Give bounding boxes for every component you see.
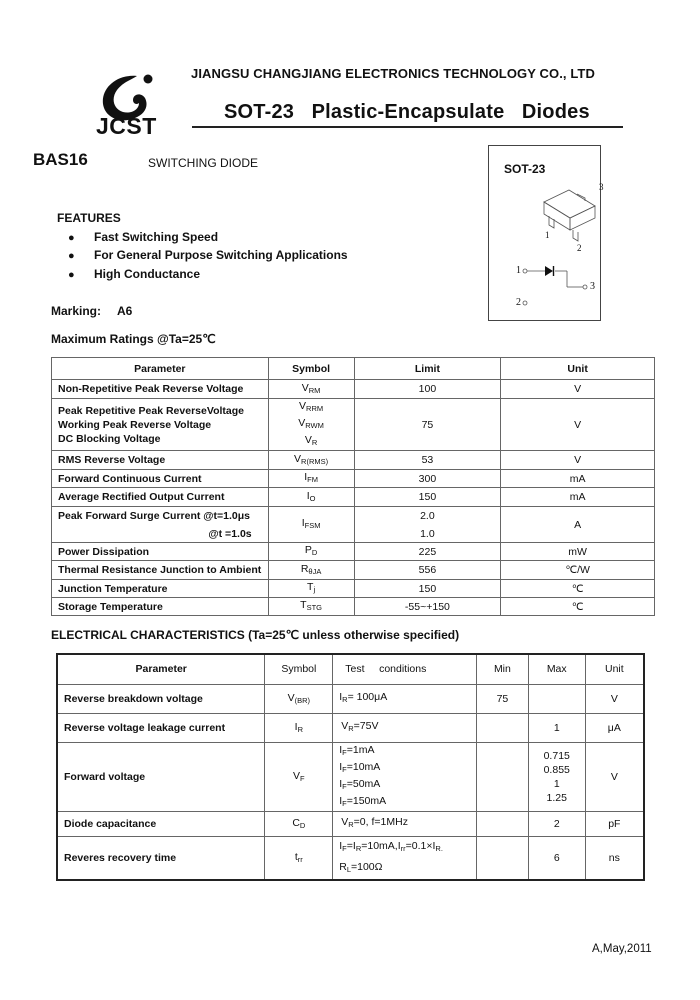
limit-cell bbox=[354, 543, 501, 561]
parameter-text: Forward Continuous Current bbox=[58, 472, 202, 485]
symbol-line bbox=[275, 399, 348, 416]
symbol bbox=[339, 840, 347, 852]
symbol-line bbox=[275, 562, 348, 579]
symbol-cell bbox=[268, 507, 354, 543]
parameter-cell bbox=[52, 488, 269, 507]
bullet-icon: ● bbox=[68, 250, 75, 262]
unit-cell: mW bbox=[501, 543, 655, 561]
symbol-base: I bbox=[339, 691, 343, 703]
feature-item bbox=[68, 248, 348, 262]
condition-line bbox=[339, 794, 470, 811]
table-header-row bbox=[52, 358, 655, 380]
table-row bbox=[57, 836, 644, 880]
parameter-text: Power Dissipation bbox=[58, 545, 150, 558]
revision-date: A,May,2011 bbox=[592, 943, 652, 955]
parameter-cell bbox=[52, 580, 269, 598]
symbol-subscript: R. bbox=[435, 843, 443, 853]
max-value: 0.855 bbox=[543, 763, 570, 776]
symbol-subscript: R bbox=[348, 820, 354, 829]
parameter-text: @t =1.0s bbox=[208, 527, 252, 540]
feature-item bbox=[68, 230, 218, 244]
column-header: Unit bbox=[501, 358, 655, 380]
symbol-base: V bbox=[341, 816, 349, 828]
symbol-line bbox=[275, 433, 348, 450]
symbol bbox=[302, 382, 321, 394]
symbol-base: V bbox=[341, 720, 349, 732]
symbol-subscript: F bbox=[342, 843, 347, 853]
feature-text: For General Purpose Switching Applications bbox=[94, 248, 348, 262]
limit-value: 150 bbox=[418, 491, 437, 503]
table-row bbox=[57, 713, 644, 742]
parameter-text: Storage Temperature bbox=[58, 600, 163, 613]
limit-value: 225 bbox=[418, 545, 437, 558]
condition-line bbox=[339, 743, 470, 760]
symbol-subscript: F bbox=[342, 798, 347, 808]
column-header: Symbol bbox=[265, 654, 333, 684]
symbol-base: V bbox=[299, 400, 307, 412]
parameter-cell bbox=[52, 399, 269, 451]
max-value: 2 bbox=[553, 817, 560, 830]
min-cell bbox=[477, 811, 529, 836]
company-name: JIANGSU CHANGJIANG ELECTRONICS TECHNOLOGY CO., LTD bbox=[191, 66, 595, 81]
symbol-base: I bbox=[304, 471, 308, 483]
symbol-base: I bbox=[339, 777, 343, 790]
part-description: SWITCHING DIODE bbox=[148, 156, 258, 170]
symbol-base: V bbox=[287, 692, 295, 704]
max-cell bbox=[528, 836, 585, 880]
unit-cell: V bbox=[501, 380, 655, 399]
column-header: Limit bbox=[354, 358, 501, 380]
symbol-cell bbox=[268, 488, 354, 507]
unit-cell: mA bbox=[501, 488, 655, 507]
symbol bbox=[341, 720, 353, 732]
symbol-subscript: STG bbox=[306, 603, 322, 612]
symbol-subscript: L bbox=[346, 864, 351, 874]
pin-label: 2 bbox=[516, 297, 521, 308]
limit-value: 556 bbox=[418, 564, 437, 576]
limit-value: -55~+150 bbox=[404, 600, 450, 613]
symbol bbox=[295, 851, 303, 863]
limit-cell bbox=[354, 470, 501, 488]
symbol-base: I bbox=[301, 517, 305, 529]
conditions-cell bbox=[333, 811, 477, 836]
condition-text: =10mA,I bbox=[361, 839, 401, 852]
column-header: Unit bbox=[585, 654, 644, 684]
min-cell bbox=[477, 836, 529, 880]
symbol-subscript: rr bbox=[400, 843, 406, 853]
symbol bbox=[299, 400, 323, 412]
symbol-line bbox=[275, 381, 348, 398]
symbol-cell bbox=[265, 684, 333, 713]
feature-item bbox=[68, 267, 200, 281]
parameter-text: DC Blocking Voltage bbox=[58, 432, 161, 445]
condition-line bbox=[339, 777, 470, 794]
max-value: 6 bbox=[553, 851, 560, 864]
pin-label: 2 bbox=[577, 243, 582, 253]
max-ratings-heading: Maximum Ratings @Ta=25℃ bbox=[51, 332, 216, 346]
parameter-text: Average Rectified Output Current bbox=[58, 491, 225, 503]
limit-cell bbox=[354, 488, 501, 507]
limit-value: 2.0 bbox=[420, 509, 435, 522]
symbol-line bbox=[275, 416, 348, 433]
symbol-cell bbox=[268, 380, 354, 399]
limit-cell bbox=[354, 598, 501, 616]
max-cell bbox=[528, 811, 585, 836]
table-row bbox=[52, 399, 655, 451]
unit-cell: μA bbox=[585, 713, 644, 742]
limit-value: 150 bbox=[418, 582, 437, 595]
max-cell bbox=[528, 684, 585, 713]
parameter-text: Peak Repetitive Peak ReverseVoltage bbox=[58, 404, 244, 417]
condition-line bbox=[339, 719, 470, 736]
column-header bbox=[333, 654, 477, 684]
parameter-cell bbox=[52, 451, 269, 470]
symbol-subscript: θJA bbox=[308, 566, 322, 576]
condition-text: = 100μA bbox=[347, 691, 388, 703]
parameter-text: Non-Repetitive Peak Reverse Voltage bbox=[58, 383, 244, 395]
parameter-cell: Reverse voltage leakage current bbox=[57, 713, 265, 742]
symbol-subscript: R(RMS) bbox=[301, 456, 329, 466]
limit-value: 100 bbox=[418, 383, 437, 395]
symbol bbox=[295, 721, 303, 733]
symbol bbox=[305, 434, 317, 446]
limit-value: 300 bbox=[418, 472, 437, 485]
max-value: 1.25 bbox=[546, 791, 567, 804]
parameter-text: Junction Temperature bbox=[58, 582, 168, 595]
symbol bbox=[293, 770, 305, 782]
condition-text: =75V bbox=[353, 720, 379, 732]
symbol-base: V bbox=[293, 770, 301, 782]
electrical-characteristics-heading: ELECTRICAL CHARACTERISTICS (Ta=25℃ unless otherwise specified) bbox=[51, 628, 460, 642]
symbol-subscript: RWM bbox=[305, 421, 324, 430]
parameter-cell bbox=[52, 470, 269, 488]
parameter-text: Thermal Resistance Junction to Ambient bbox=[58, 564, 262, 576]
symbol bbox=[300, 599, 322, 611]
features-heading: FEATURES bbox=[57, 211, 121, 225]
symbol bbox=[339, 778, 347, 790]
parameter-text: Peak Forward Surge Current @t=1.0μs bbox=[58, 509, 251, 522]
limit-cell bbox=[354, 380, 501, 399]
feature-text: Fast Switching Speed bbox=[94, 230, 219, 244]
unit-cell: ns bbox=[585, 836, 644, 880]
conditions-cell bbox=[333, 742, 477, 811]
symbol-base: I bbox=[294, 721, 298, 733]
symbol-cell bbox=[265, 811, 333, 836]
title-underline bbox=[192, 126, 623, 128]
max-ratings-table bbox=[51, 357, 655, 616]
unit-cell: pF bbox=[585, 811, 644, 836]
parameter-cell bbox=[52, 543, 269, 561]
condition-line bbox=[339, 837, 470, 858]
symbol-cell bbox=[265, 836, 333, 880]
package-diagram bbox=[488, 145, 604, 321]
symbol-cell bbox=[268, 451, 354, 470]
bullet-icon: ● bbox=[68, 232, 75, 244]
symbol bbox=[294, 453, 328, 465]
unit-cell: ℃/W bbox=[501, 561, 655, 580]
condition-text: =0.1×I bbox=[405, 839, 436, 852]
condition-text: =50mA bbox=[346, 777, 381, 790]
symbol-base: V bbox=[294, 452, 302, 465]
table-row bbox=[52, 598, 655, 616]
max-cell bbox=[528, 742, 585, 811]
unit-cell: V bbox=[585, 684, 644, 713]
table-row bbox=[52, 380, 655, 399]
unit-cell: ℃ bbox=[501, 580, 655, 598]
max-cell bbox=[528, 713, 585, 742]
symbol-cell bbox=[268, 470, 354, 488]
table-row bbox=[52, 470, 655, 488]
feature-text: High Conductance bbox=[94, 267, 201, 281]
condition-text: =10mA bbox=[346, 760, 381, 773]
document-title-text: SOT-23 Plastic-Encapsulate Diodes bbox=[224, 101, 590, 123]
symbol-subscript: F bbox=[342, 747, 347, 757]
condition-line bbox=[339, 690, 470, 707]
parameter-cell bbox=[52, 561, 269, 580]
electrical-characteristics-table bbox=[56, 653, 645, 881]
limit-cell bbox=[354, 580, 501, 598]
symbol-subscript: FSM bbox=[304, 521, 321, 530]
limit-value: 75 bbox=[421, 418, 434, 431]
symbol-subscript: j bbox=[313, 585, 316, 594]
symbol-cell bbox=[268, 598, 354, 616]
symbol bbox=[339, 761, 347, 773]
symbol bbox=[435, 840, 443, 852]
pin-label: 1 bbox=[516, 265, 521, 276]
limit-cell bbox=[354, 561, 501, 580]
symbol-line bbox=[275, 598, 348, 615]
column-header: Parameter bbox=[52, 358, 269, 380]
unit-cell: ℃ bbox=[501, 598, 655, 616]
symbol bbox=[298, 417, 324, 429]
table-row bbox=[52, 580, 655, 598]
symbol bbox=[304, 471, 318, 483]
table-row bbox=[57, 742, 644, 811]
part-number: BAS16 bbox=[33, 150, 88, 169]
symbol-subscript: R bbox=[342, 695, 348, 704]
symbol-base: V bbox=[301, 381, 309, 394]
max-value: 1 bbox=[553, 777, 560, 790]
symbol-base: t bbox=[294, 851, 298, 863]
max-value: 0.715 bbox=[543, 749, 570, 762]
symbol-subscript: R bbox=[348, 724, 354, 733]
parameter-cell bbox=[52, 380, 269, 399]
symbol bbox=[339, 861, 351, 873]
unit-cell: V bbox=[585, 742, 644, 811]
condition-text: =0, f=1MHz bbox=[353, 816, 408, 828]
pin-label: 1 bbox=[545, 230, 550, 240]
limit-value: 53 bbox=[421, 454, 434, 466]
limit-cell bbox=[354, 399, 501, 451]
symbol-base: I bbox=[306, 489, 310, 502]
condition-line bbox=[339, 815, 470, 832]
symbol-base: T bbox=[307, 581, 314, 593]
symbol-subscript: R bbox=[297, 725, 303, 734]
symbol-cell bbox=[265, 742, 333, 811]
document-title bbox=[224, 101, 590, 124]
marking-label: Marking: bbox=[51, 304, 102, 318]
symbol bbox=[288, 692, 310, 704]
min-cell: 75 bbox=[477, 684, 529, 713]
condition-text: =1mA bbox=[346, 743, 375, 756]
symbol bbox=[302, 517, 321, 529]
table-row bbox=[52, 488, 655, 507]
condition-text: =150mA bbox=[346, 794, 387, 807]
limit-cell bbox=[354, 451, 501, 470]
limit-value: 1.0 bbox=[420, 527, 435, 540]
symbol-subscript: rr bbox=[297, 855, 303, 864]
condition-line bbox=[339, 858, 470, 879]
min-cell bbox=[477, 713, 529, 742]
symbol-cell bbox=[268, 543, 354, 561]
conditions-cell bbox=[333, 684, 477, 713]
symbol-base: I bbox=[339, 794, 343, 807]
unit-cell: A bbox=[501, 507, 655, 543]
symbol-subscript: FM bbox=[307, 475, 318, 484]
limit-cell bbox=[354, 507, 501, 543]
unit-cell: V bbox=[501, 399, 655, 451]
symbol-cell bbox=[268, 561, 354, 580]
condition-text: =I bbox=[346, 839, 356, 852]
column-header: Symbol bbox=[268, 358, 354, 380]
symbol-subscript: D bbox=[311, 548, 318, 557]
symbol-subscript: F bbox=[300, 774, 305, 783]
parameter-cell: Forward voltage bbox=[57, 742, 265, 811]
symbol bbox=[339, 691, 347, 703]
logo-text: JCST bbox=[96, 113, 157, 139]
symbol-subscript: R bbox=[311, 438, 318, 447]
table-header-row bbox=[57, 654, 644, 684]
marking bbox=[51, 304, 132, 318]
column-header-text: Test conditions bbox=[345, 663, 427, 676]
symbol bbox=[341, 816, 353, 828]
symbol-base: I bbox=[339, 760, 343, 773]
symbol-cell bbox=[268, 399, 354, 451]
symbol bbox=[292, 817, 305, 829]
min-cell bbox=[477, 742, 529, 811]
pin-label: 3 bbox=[599, 182, 604, 192]
table-row bbox=[57, 684, 644, 713]
symbol-cell bbox=[268, 580, 354, 598]
parameter-text: RMS Reverse Voltage bbox=[58, 454, 166, 466]
symbol-base: V bbox=[304, 434, 312, 446]
table-row bbox=[52, 507, 655, 543]
conditions-cell bbox=[333, 713, 477, 742]
marking-value: A6 bbox=[117, 304, 133, 318]
symbol-base: V bbox=[298, 417, 306, 429]
symbol-subscript: (BR) bbox=[294, 696, 311, 705]
symbol bbox=[339, 744, 347, 756]
symbol-base: T bbox=[300, 599, 307, 611]
symbol-base: C bbox=[292, 817, 300, 829]
symbol-base: I bbox=[339, 743, 343, 756]
condition-line bbox=[339, 760, 470, 777]
symbol bbox=[305, 544, 317, 556]
table-row bbox=[52, 451, 655, 470]
symbol bbox=[307, 581, 315, 593]
max-value: 1 bbox=[553, 721, 560, 734]
symbol-line bbox=[275, 516, 348, 533]
symbol-subscript: RRM bbox=[306, 404, 324, 413]
symbol-subscript: F bbox=[342, 764, 347, 774]
column-header: Max bbox=[528, 654, 585, 684]
symbol-line bbox=[275, 580, 348, 597]
table-row bbox=[52, 543, 655, 561]
parameter-cell: Reveres recovery time bbox=[57, 836, 265, 880]
table-row bbox=[52, 561, 655, 580]
unit-cell: mA bbox=[501, 470, 655, 488]
symbol-base: R bbox=[300, 562, 309, 575]
symbol-line bbox=[275, 489, 348, 506]
conditions-cell bbox=[333, 836, 477, 880]
pin-label: 3 bbox=[590, 281, 595, 292]
parameter-cell bbox=[52, 507, 269, 543]
parameter-cell: Diode capacitance bbox=[57, 811, 265, 836]
symbol-subscript: F bbox=[342, 781, 347, 791]
symbol-subscript: R bbox=[355, 843, 362, 853]
symbol bbox=[301, 563, 322, 575]
symbol-cell bbox=[265, 713, 333, 742]
symbol-base: I bbox=[339, 839, 343, 852]
column-header: Min bbox=[477, 654, 529, 684]
symbol-line bbox=[275, 452, 348, 469]
symbol-subscript: RM bbox=[308, 385, 321, 395]
bullet-icon: ● bbox=[68, 269, 75, 281]
symbol-line bbox=[275, 470, 348, 487]
symbol-subscript: D bbox=[299, 821, 306, 830]
parameter-cell bbox=[52, 598, 269, 616]
column-header: Parameter bbox=[57, 654, 265, 684]
table-row bbox=[57, 811, 644, 836]
symbol bbox=[339, 795, 347, 807]
symbol-subscript: O bbox=[309, 493, 316, 503]
parameter-cell: Reverse breakdown voltage bbox=[57, 684, 265, 713]
symbol-base: P bbox=[304, 544, 312, 556]
package-title: SOT-23 bbox=[504, 162, 546, 176]
symbol bbox=[307, 490, 316, 502]
symbol-base: R bbox=[339, 860, 347, 873]
symbol-line bbox=[275, 543, 348, 560]
condition-text: =100Ω bbox=[351, 860, 383, 873]
parameter-text: Working Peak Reverse Voltage bbox=[58, 418, 212, 431]
unit-cell: V bbox=[501, 451, 655, 470]
